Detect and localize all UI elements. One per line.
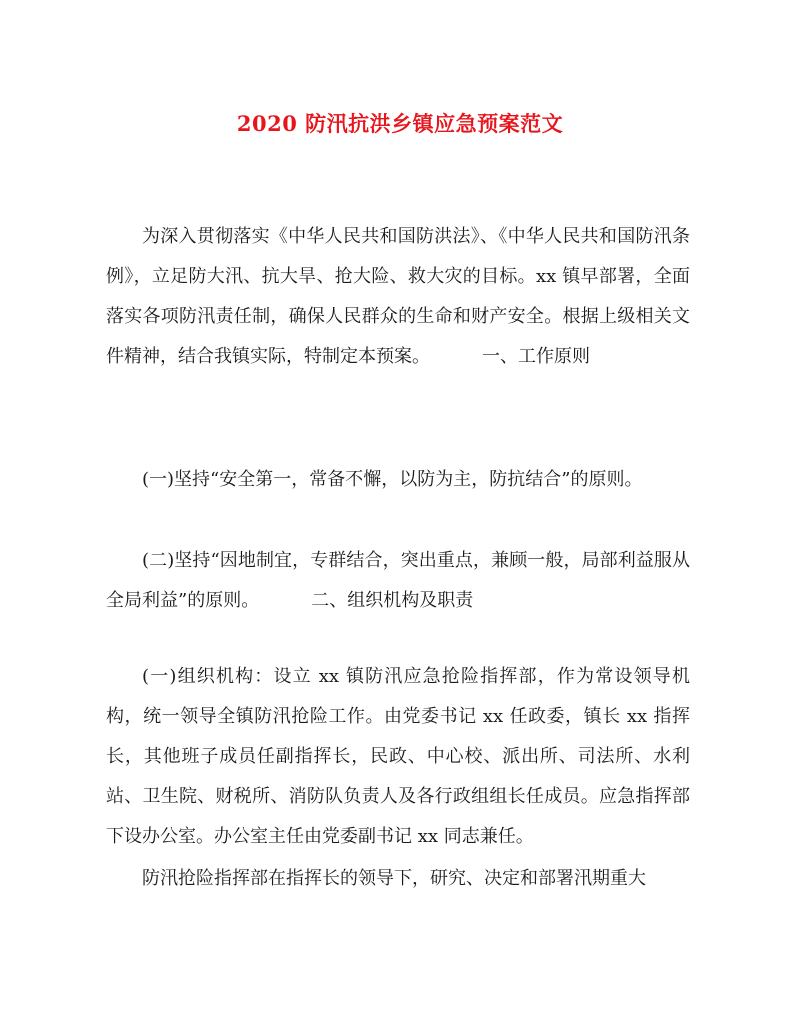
- paragraph-3: [106, 541, 690, 621]
- section-heading-2: 二、组织机构及职责: [311, 590, 474, 611]
- document-title: 2020 防汛抗洪乡镇应急预案范文: [236, 111, 564, 136]
- paragraph-2: [106, 460, 690, 500]
- paragraph-4-text: (一)组织机构：设立 xx 镇防汛应急抢险指挥部，作为常设领导机构，统一领导全镇防汛抢险工作。由党委书记 xx 任政委，镇长 xx 指挥长，其他班子成员任副指挥长，民政、中心校、派出所、司法所、水利站、卫生院、财税所、消防队负责人及各行政组组长任成员。应急指挥部下设办公室。办公室主任由党委副书记 xx 同志兼任。: [106, 666, 690, 847]
- section-heading-1: 一、工作原则: [482, 346, 590, 367]
- paragraph-4: [106, 657, 690, 857]
- paragraph-1-text: 为深入贯彻落实《中华人民共和国防洪法》、《中华人民共和国防汛条例》，立足防大汛、抗大旱、抢大险、救大灾的目标。xx 镇早部署，全面落实各项防汛责任制，确保人民群众的生命和财产安全。根据上级相关文件精神，结合我镇实际，特制定本预案。: [106, 226, 690, 367]
- paragraph-5: [106, 859, 690, 899]
- paragraph-5-text: 防汛抢险指挥部在指挥长的领导下，研究、决定和部署汛期重大: [142, 868, 646, 889]
- paragraph-1: [106, 217, 690, 377]
- paragraph-3-text: (二)坚持“因地制宜，专群结合，突出重点，兼顾一般，局部利益服从全局利益”的原则。: [106, 550, 690, 611]
- paragraph-2-text: (一)坚持“安全第一，常备不懈，以防为主，防抗结合”的原则。: [142, 469, 643, 490]
